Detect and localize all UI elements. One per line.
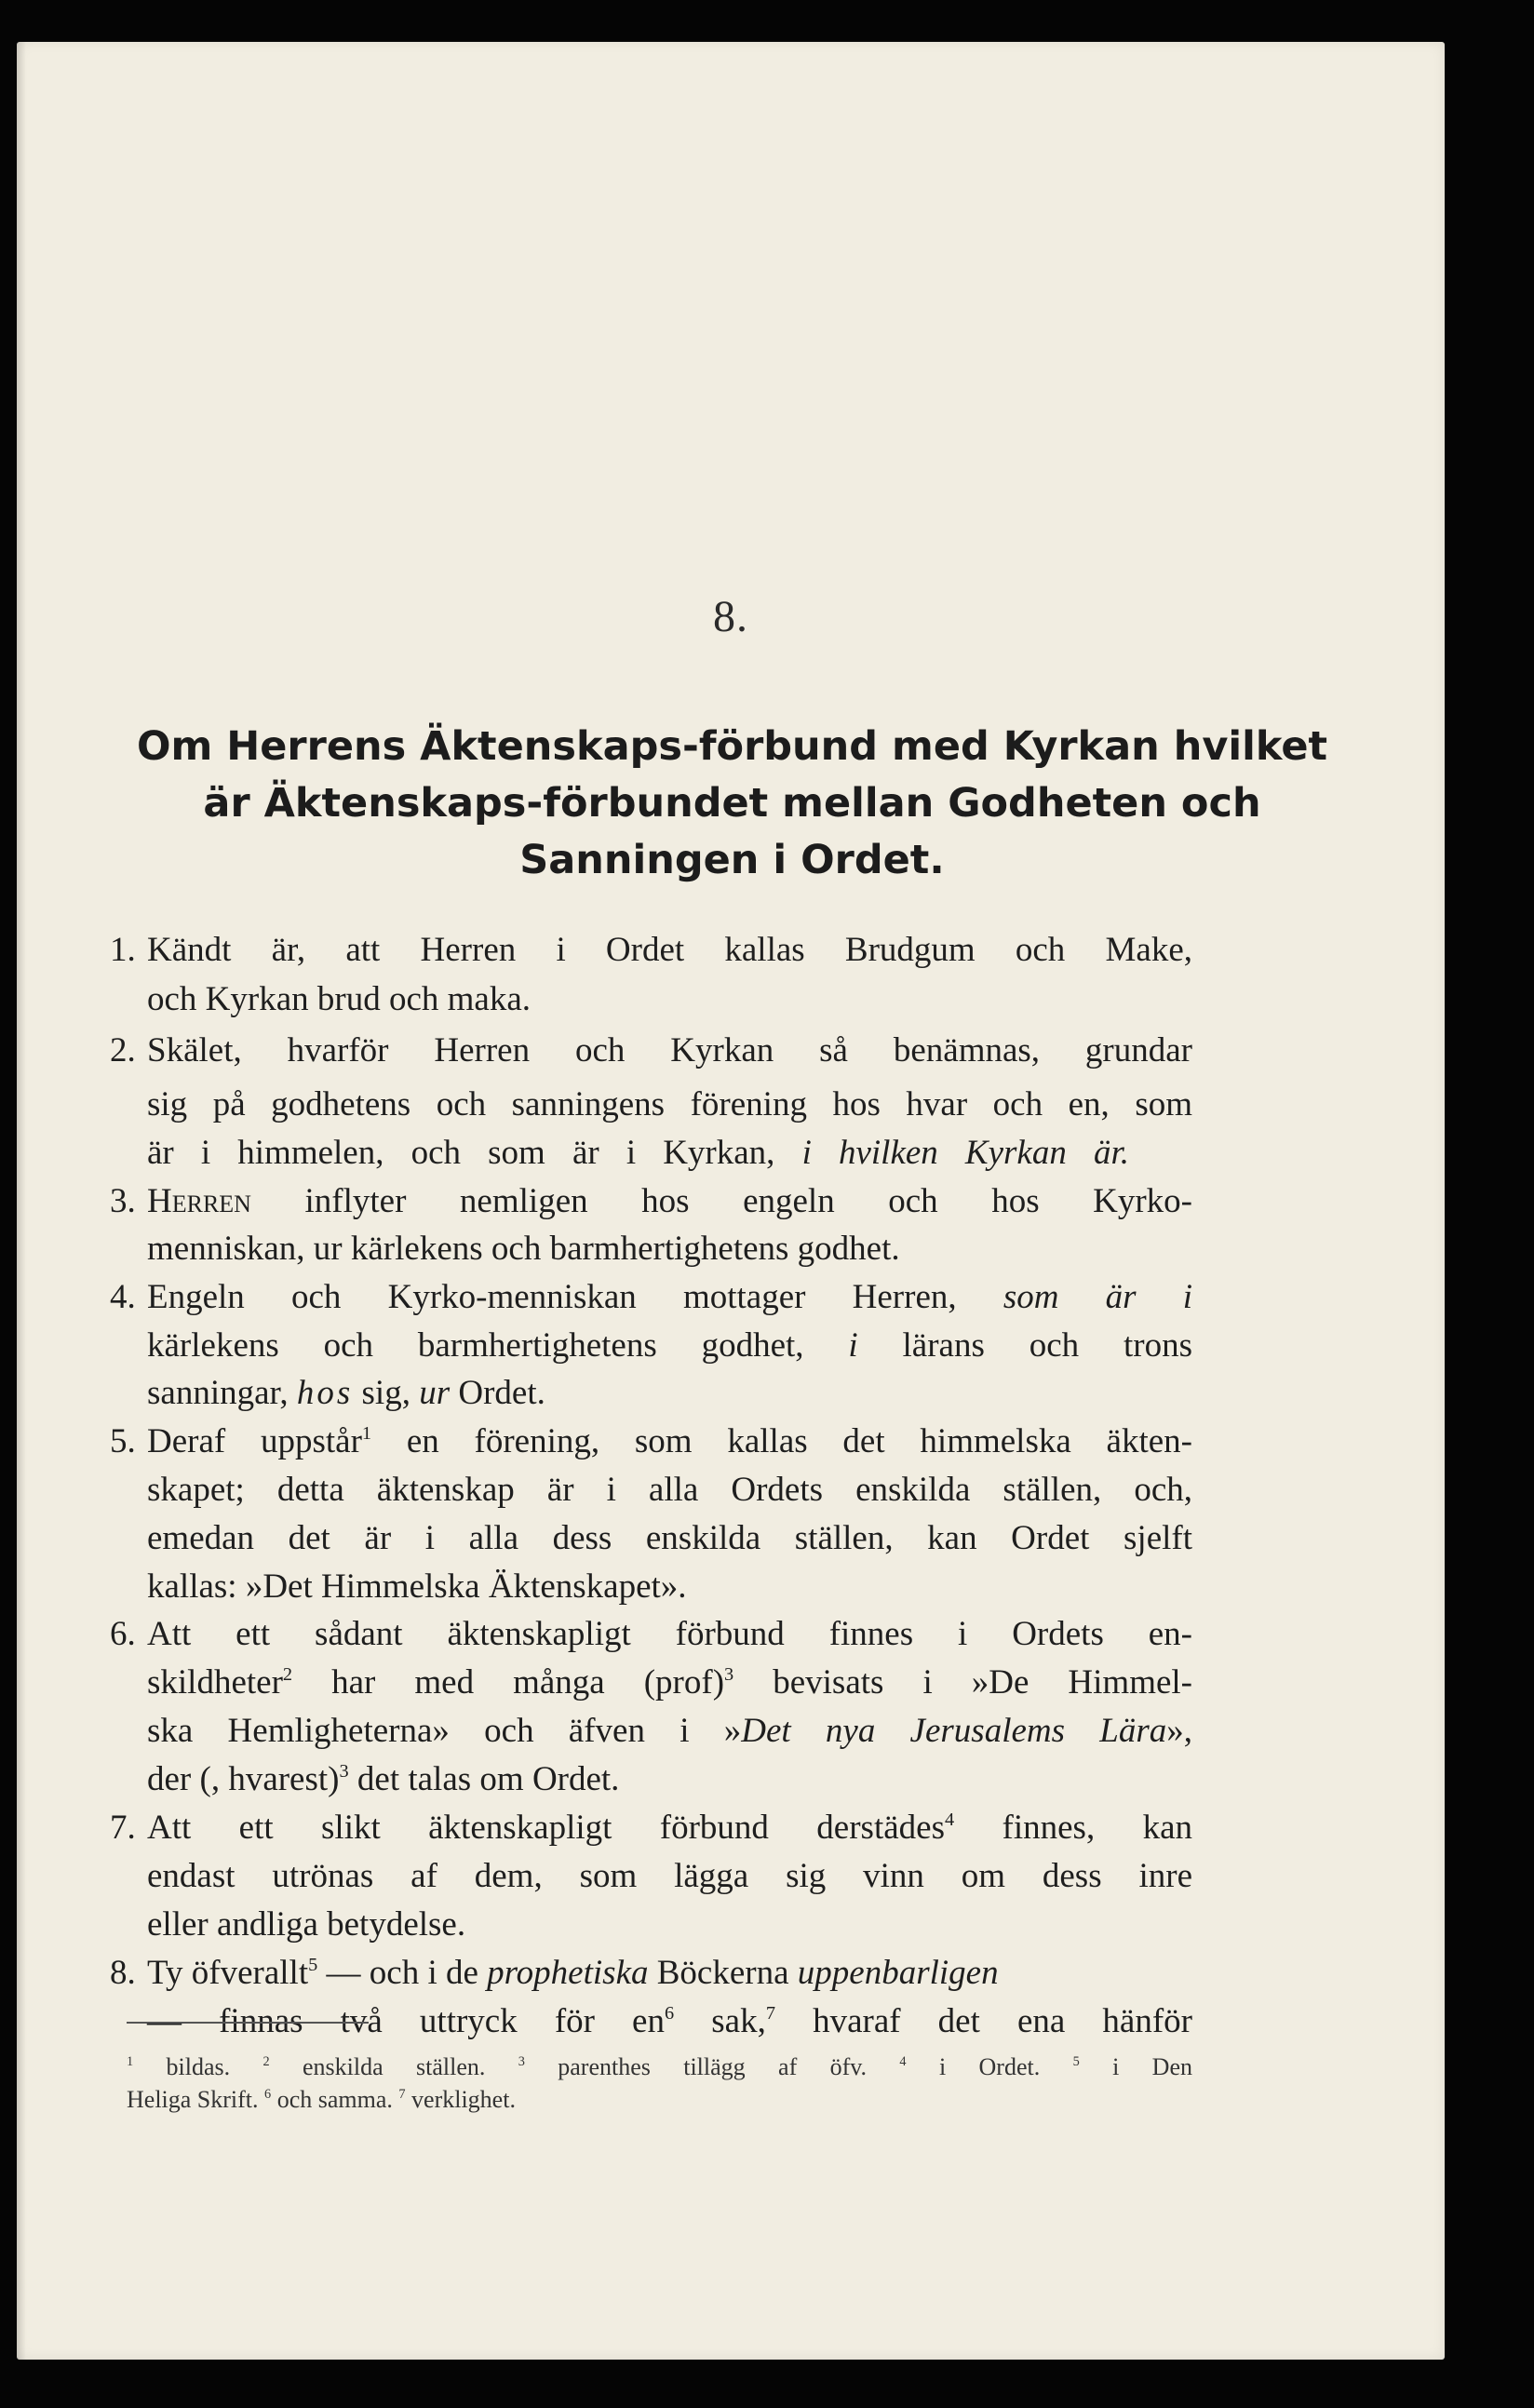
paragraph-number: 1. <box>110 931 136 969</box>
paragraph-number: 3. <box>110 1182 136 1220</box>
paragraph-line: ska Hemligheterna» och äfven i »Det nya Jerusalems Lära», <box>147 1712 1192 1750</box>
paragraph-number: 4. <box>110 1278 136 1316</box>
chapter-title-line-2: är Äktenskaps-förbundet mellan Godheten och <box>203 780 1261 827</box>
paragraph-line: Herren inflyter nemligen hos engeln och hos Kyrko- <box>147 1182 1192 1220</box>
paragraph-number: 6. <box>110 1615 136 1653</box>
chapter-title-line-3: Sanningen i Ordet. <box>519 837 945 883</box>
footnote-line: Heliga Skrift. $^6$ och samma. $^7$ verklighet. <box>127 2086 516 2113</box>
paragraph-line: eller andliga betydelse. <box>147 1905 466 1944</box>
paragraph-line: — finnas två uttryck för $en^6$ sak,$^7$ hvaraf det ena hänför <box>147 2002 1192 2040</box>
footnote-divider <box>127 2022 369 2024</box>
paragraph-line: Deraf uppstår$^1$ en förening, som kallas det himmelska äkten- <box>147 1422 1192 1460</box>
paragraph-line: Engeln och Kyrko-menniskan mottager Herren, som är i <box>147 1278 1192 1316</box>
paragraph-line: och Kyrkan brud och maka. <box>147 980 532 1018</box>
paragraph-number: 5. <box>110 1422 136 1460</box>
paragraph-line: Kändt är, att Herren i Ordet kallas Brudgum och Make, <box>147 931 1192 969</box>
paragraph-line: kärlekens och barmhertighetens godhet, i lärans och trons <box>147 1326 1192 1365</box>
paragraph-line: emedan det är i alla dess enskilda ställen, kan Ordet sjelft <box>147 1519 1192 1557</box>
paragraph-line: sanningar, hos sig, ur Ordet. <box>147 1374 545 1412</box>
paragraph-line: kallas: »Det Himmelska Äktenskapet». <box>147 1567 687 1606</box>
paragraph-line: Att ett slikt äktenskapligt förbund derstädes$^4$ finnes, kan <box>147 1809 1192 1847</box>
paragraph-number: 8. <box>110 1954 136 1992</box>
paragraph-number: 7. <box>110 1809 136 1847</box>
paragraph-line: skildheter$^2$ har med många (prof)$^3$ bevisats i »De Himmel- <box>147 1663 1192 1702</box>
paragraph-line: endast utrönas af dem, som lägga sig vinn om dess inre <box>147 1857 1192 1895</box>
paragraph-line: Skälet, hvarför Herren och Kyrkan så benämnas, grundar <box>147 1031 1192 1069</box>
paragraph-line: der (, hvarest)$^3$ det talas om Ordet. <box>147 1760 620 1798</box>
footnote-line: $^1$ bildas. $^2$ enskilda ställen. $^3$ parenthes tillägg af öfv. $^4$ i Ordet. $^5$ i Den <box>127 2053 1192 2080</box>
paragraph-line: skapet; detta äktenskap är i alla Ordets enskilda ställen, och, <box>147 1471 1192 1509</box>
paragraph-line: menniskan, ur kärlekens och barmhertighetens godhet. <box>147 1230 900 1268</box>
page-number: 8. <box>713 592 748 641</box>
paragraph-line: sig på godhetens och sanningens förening hos hvar och en, som <box>147 1085 1192 1123</box>
paragraph-line: Ty öfverallt$^5$ — och i de prophetiska Böckerna uppenbarligen <box>147 1954 999 1992</box>
paragraph-line: Att ett sådant äktenskapligt förbund finnes i Ordets en- <box>147 1615 1192 1653</box>
paragraph-number: 2. <box>110 1031 136 1069</box>
book-page <box>17 42 1445 2360</box>
chapter-title-line-1: Om Herrens Äktenskaps-förbund med Kyrkan hvilket <box>136 723 1328 770</box>
paragraph-line: är i himmelen, och som är i Kyrkan, i hvilken Kyrkan är. <box>147 1134 1130 1172</box>
